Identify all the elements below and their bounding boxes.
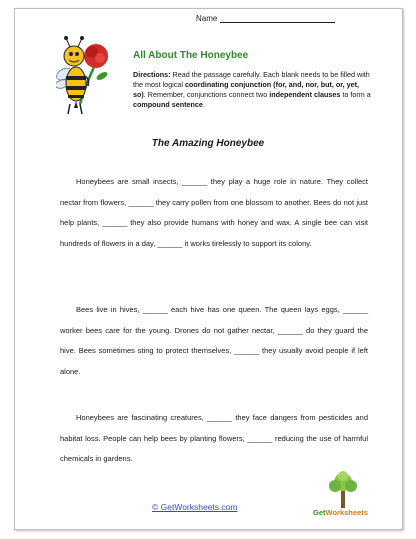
paragraph-3-text: Honeybees are fascinating creatures, ______ they face dangers from pesticides and habitat loss. People can help bees by planting flowers, ______ reducing the use of harmful chemicals in gardens.: [60, 413, 368, 463]
directions-conjunction-list: coordinating conjunction (for, and, nor, but, or, yet, so): [133, 80, 360, 99]
directions-part-1: Read the passage carefully. Each blank needs to be filled with the most logical: [133, 70, 370, 89]
name-row: [196, 13, 335, 23]
bee-with-rose-illustration: [56, 34, 124, 120]
story-paragraph-2: [60, 300, 368, 382]
story-paragraph-3: [60, 408, 368, 470]
worksheet-title: All About The Honeybee: [133, 50, 249, 61]
name-label: Name: [196, 14, 218, 23]
directions-part-3: to form a: [340, 90, 371, 99]
directions-text: [133, 70, 373, 110]
directions-compound-sentence: compound sentence: [133, 100, 203, 109]
directions-label: Directions:: [133, 70, 171, 79]
name-blank-line: [220, 13, 335, 23]
story-title: The Amazing Honeybee: [151, 138, 265, 149]
getworksheets-logo-text: [313, 508, 368, 517]
story-paragraph-1: [60, 172, 368, 254]
paragraph-1-text: Honeybees are small insects, ______ they play a huge role in nature. They collect nectar from flowers, ______ they carry pollen from one blossom to another. Bees do not just help plants, ______ they also provide humans with honey and wax. A single bee can visit hundreds of flowers in a day, ______ it works tirelessly to support its colony.: [60, 177, 368, 248]
logo-text-get: Get: [313, 508, 326, 517]
directions-independent-clauses: independent clauses: [269, 90, 341, 99]
directions-part-2: . Remember, conjunctions connect two: [143, 90, 270, 99]
directions-part-4: .: [202, 100, 205, 109]
paragraph-2-text: Bees live in hives, ______ each hive has one queen. The queen lays eggs, ______ worker bees care for the young. Drones do not gather nectar, ______ do they guard the hive. Bees sometimes sting to protect themselves, ______ they usually avoid people if left alone.: [60, 305, 368, 376]
getworksheets-link[interactable]: © GetWorksheets.com: [152, 502, 238, 512]
logo-text-worksheets: Worksheets: [325, 508, 368, 517]
